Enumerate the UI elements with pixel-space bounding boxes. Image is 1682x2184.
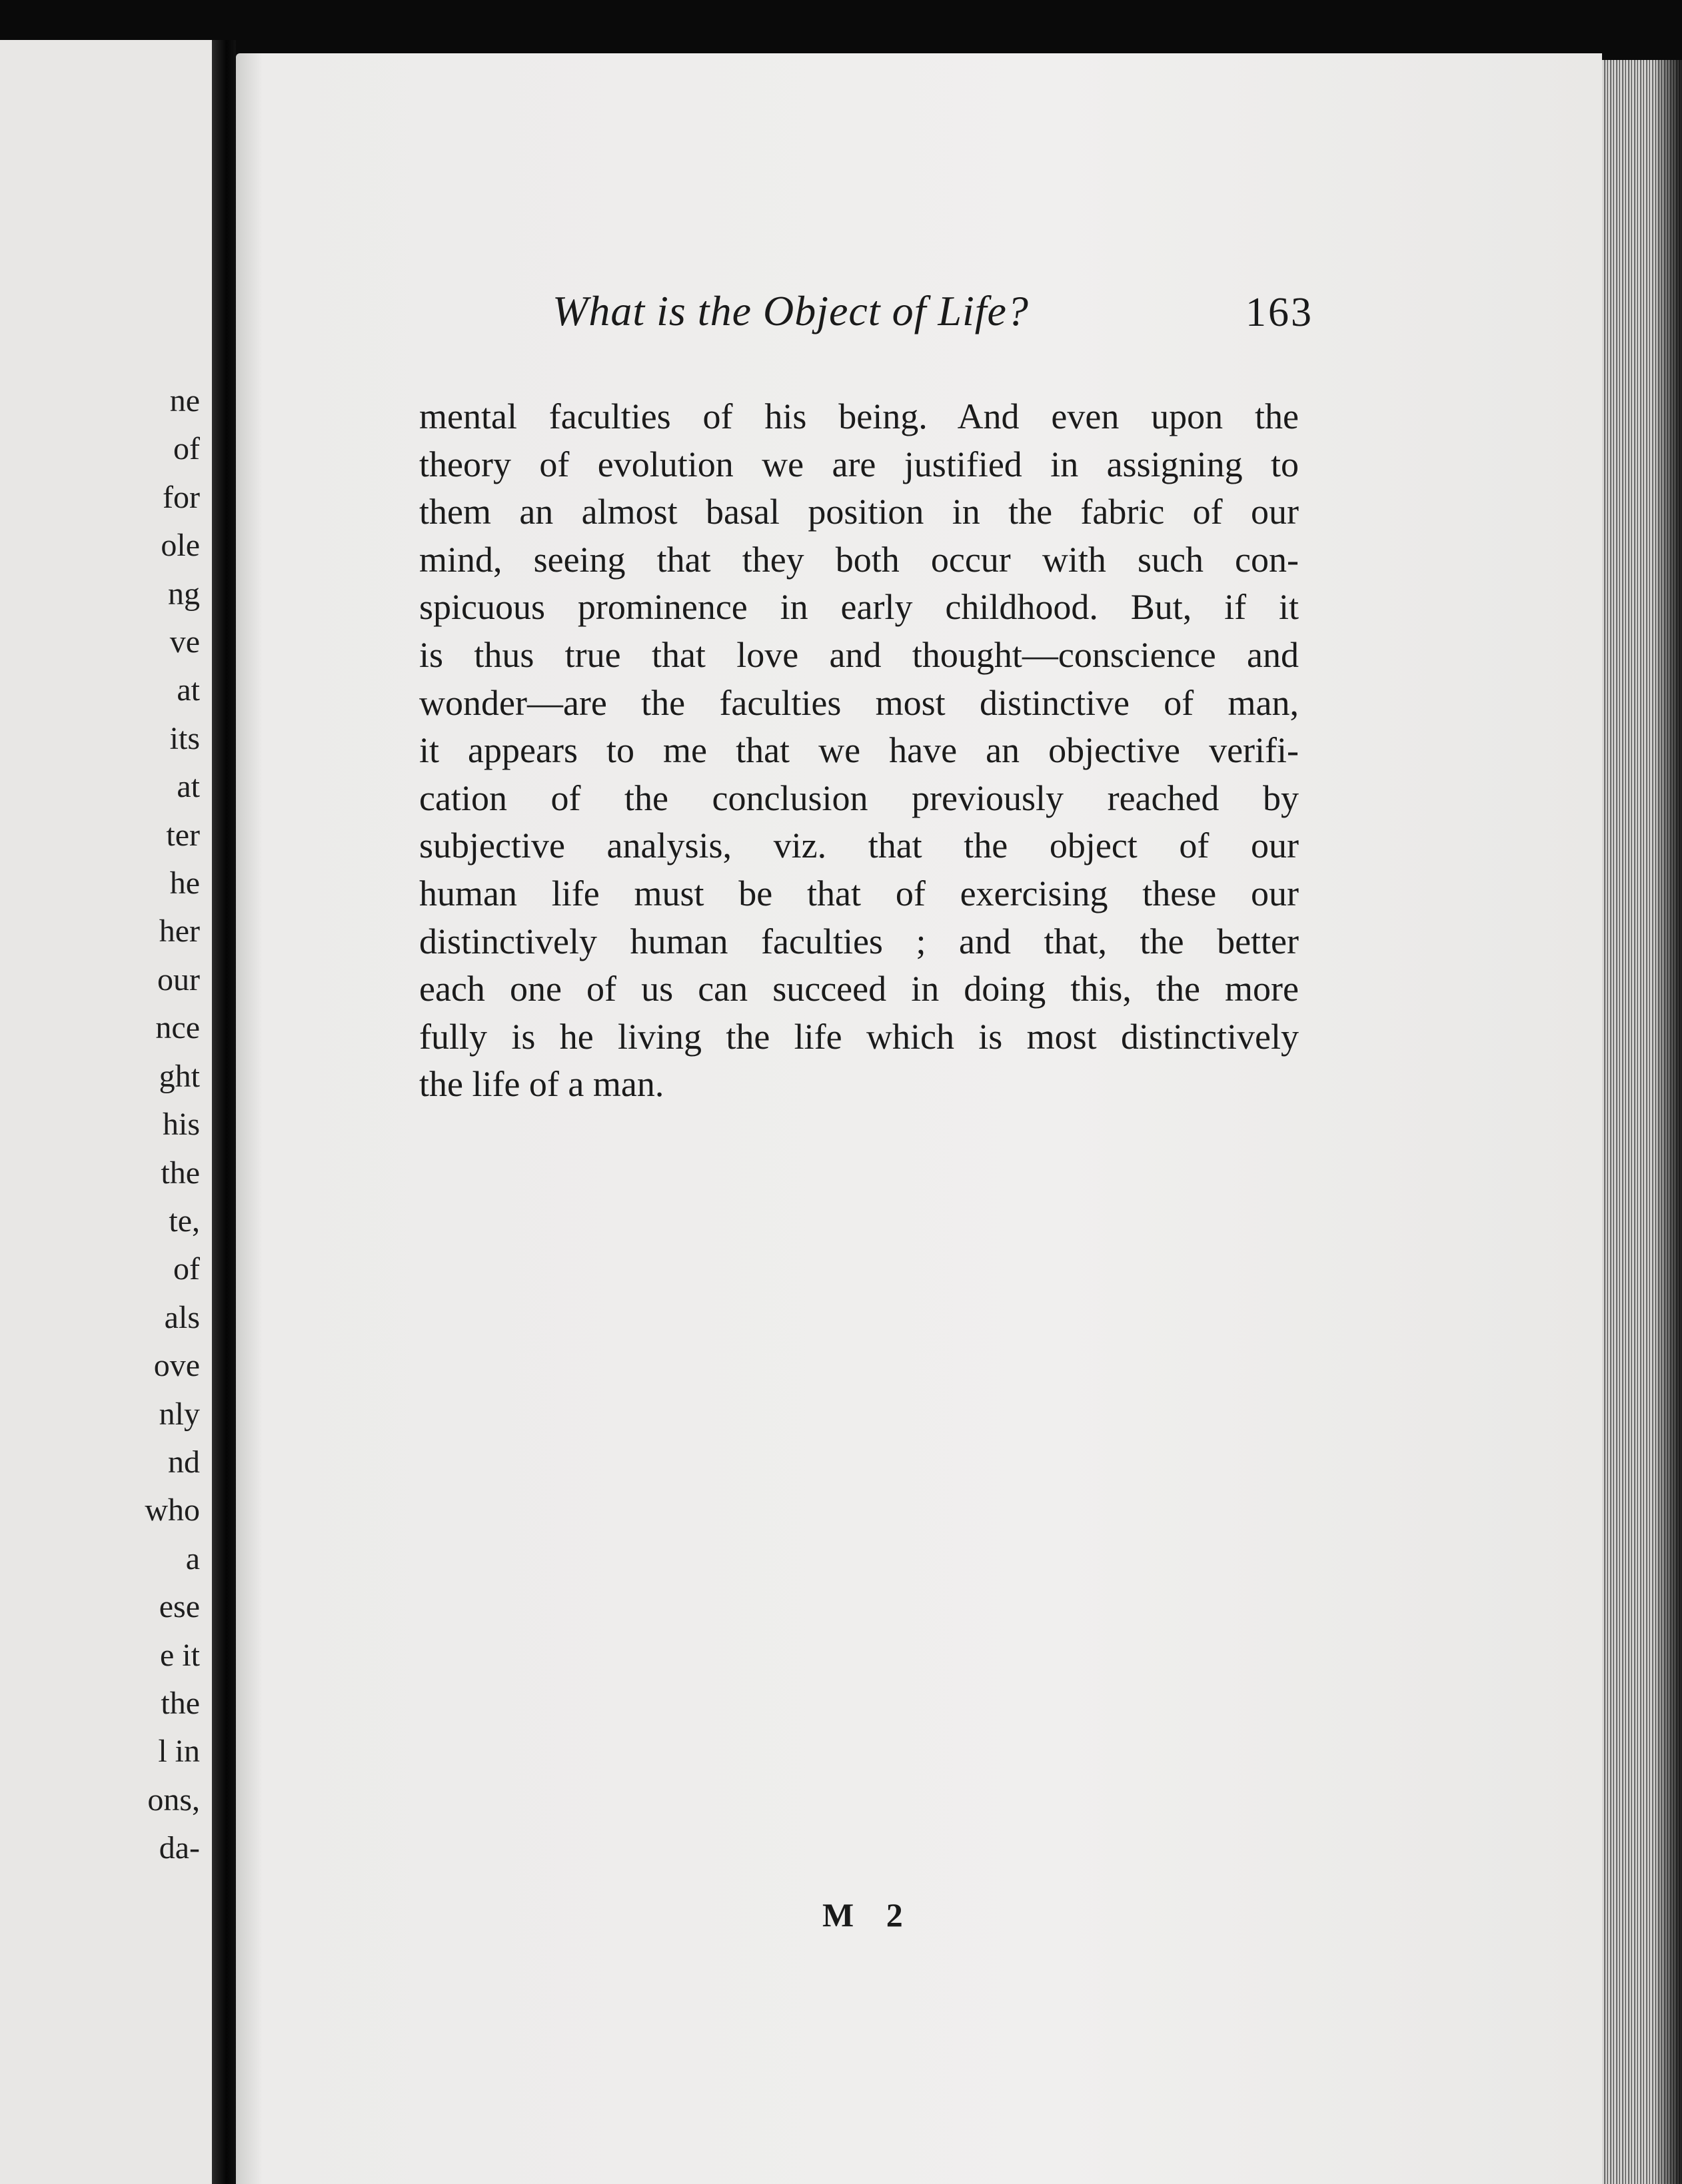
edge-shadow: [1655, 60, 1682, 2184]
line-fragment: of: [173, 1251, 200, 1287]
line-fragment: e it: [160, 1637, 200, 1673]
line-fragment: ne: [169, 383, 200, 418]
line-fragment: her: [159, 913, 200, 949]
text-line: distinctively human faculties ; and that, the better: [419, 921, 1299, 961]
line-fragment: ese: [159, 1589, 200, 1625]
line-fragment: he: [169, 865, 200, 901]
signature-mark: M 2: [822, 1896, 915, 1933]
body-paragraph: [419, 393, 1299, 1109]
line-fragment: the: [161, 1685, 200, 1721]
text-line: mental faculties of his being. And even upon the: [419, 396, 1299, 436]
line-fragment: ght: [159, 1058, 200, 1094]
line-fragment: his: [162, 1107, 200, 1143]
line-fragment: l in: [158, 1734, 200, 1770]
line-fragment: ove: [153, 1348, 200, 1384]
line-fragment: ve: [169, 624, 200, 660]
line-fragment: at: [177, 672, 200, 708]
line-fragment: at: [177, 769, 200, 805]
text-line: the life of a man.: [419, 1064, 664, 1105]
text-line: wonder—are the faculties most distinctive of man,: [419, 682, 1299, 723]
text-line: each one of us can succeed in doing this, the more: [419, 969, 1299, 1009]
text-line: mind, seeing that they both occur with such con-: [419, 539, 1299, 580]
text-line: subjective analysis, viz. that the object of our: [419, 825, 1299, 866]
running-head: [236, 253, 1602, 333]
line-fragment: a: [185, 1540, 200, 1576]
line-fragment: who: [145, 1492, 200, 1528]
left-page-line-fragments: [145, 377, 200, 1873]
line-fragment: nly: [159, 1396, 200, 1432]
page-number: 163: [1246, 290, 1313, 335]
text-line: fully is he living the life which is most distinctively: [419, 1016, 1299, 1057]
line-fragment: ons,: [147, 1782, 200, 1818]
line-fragment: te,: [169, 1203, 200, 1239]
text-line: them an almost basal position in the fabric of our: [419, 492, 1299, 532]
book-gutter: [212, 40, 236, 2184]
text-line: cation of the conclusion previously reached by: [419, 778, 1299, 818]
line-fragment: nce: [155, 1010, 200, 1046]
line-fragment: our: [157, 961, 200, 997]
running-title: What is the Object of Life?: [552, 287, 1029, 334]
line-fragment: for: [163, 479, 200, 515]
line-fragment: als: [164, 1299, 200, 1335]
line-fragment: da-: [159, 1830, 200, 1866]
text-line: spicuous prominence in early childhood. But, if it: [419, 587, 1299, 628]
text-line: is thus true that love and thought—conscience and: [419, 634, 1299, 675]
line-fragment: ng: [168, 576, 200, 612]
text-line: it appears to me that we have an objective verifi-: [419, 730, 1299, 771]
line-fragment: ter: [166, 817, 200, 853]
line-fragment: of: [173, 431, 200, 467]
line-fragment: its: [169, 720, 200, 756]
page-edges: [1602, 60, 1682, 2184]
text-line: theory of evolution we are justified in assigning to: [419, 444, 1299, 484]
left-facing-page: [0, 40, 212, 2184]
line-fragment: the: [161, 1155, 200, 1191]
text-line: human life must be that of exercising these our: [419, 873, 1299, 913]
line-fragment: nd: [168, 1444, 200, 1480]
line-fragment: ole: [161, 528, 200, 564]
main-page: [236, 53, 1602, 2184]
